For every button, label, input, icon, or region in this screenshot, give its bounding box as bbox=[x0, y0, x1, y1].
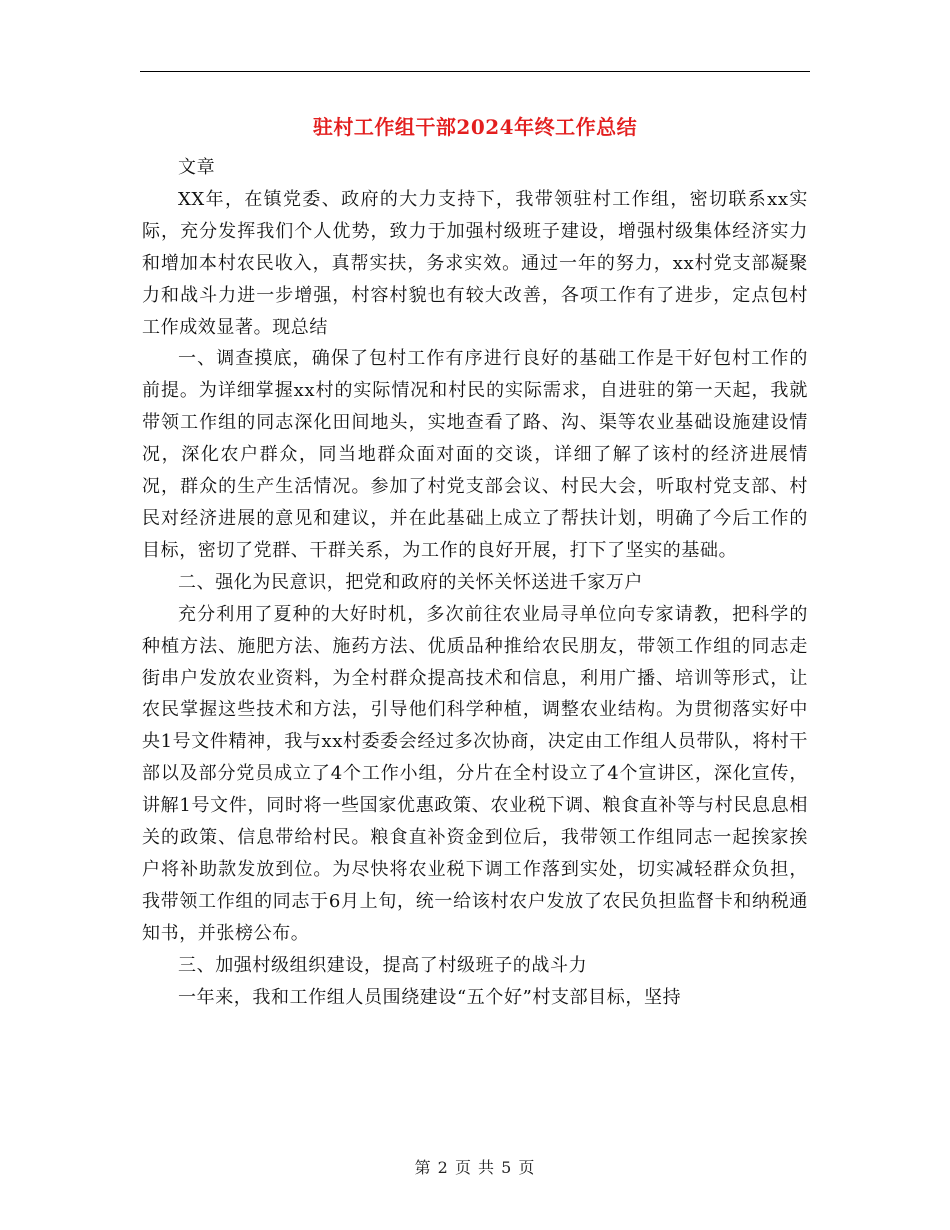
document-title: 驻村工作组干部2024年终工作总结 bbox=[312, 115, 638, 139]
section-heading-2: 二、强化为民意识，把党和政府的关怀关怀送进千家万户 bbox=[178, 571, 643, 593]
page-number: 第 2 页 共 5 页 bbox=[414, 1158, 536, 1177]
paragraph-section-3: 一年来，我和工作组人员围绕建设“五个好”村支部目标，坚持 bbox=[178, 986, 682, 1008]
document-body bbox=[142, 152, 808, 1013]
paragraph-label: 文章 bbox=[178, 157, 216, 178]
paragraph-section-1: 一、调查摸底，确保了包村工作有序进行良好的基础工作是干好包村工作的前提。为详细掌握xx村的实际情况和村民的实际需求，自进驻的第一天起，我就带领工作组的同志深化田间地头，实地查看了路、沟、渠等农业基础设施建设情况，深化农户群众，同当地群众面对面的交谈，详细了解了该村的经济进展情况，群众的生产生活情况。参加了村党支部会议、村民大会，听取村党支部、村民对经济进展的意见和建议，并在此基础上成立了帮扶计划，明确了今后工作的目标，密切了党群、干群关系，为工作的良好开展，打下了坚实的基础。 bbox=[142, 348, 808, 561]
paragraph-intro: XX年，在镇党委、政府的大力支持下，我带领驻村工作组，密切联系xx实际，充分发挥我们个人优势，致力于加强村级班子建设，增强村级集体经济实力和增加本村农民收入，真帮实扶，务求实效。通过一年的努力，xx村党支部凝聚力和战斗力进一步增强，村容村貌也有较大改善，各项工作有了进步，定点包村工作成效显著。现总结 bbox=[142, 188, 808, 338]
paragraph-section-2: 充分利用了夏种的大好时机，多次前往农业局寻单位向专家请教，把科学的种植方法、施肥方法、施药方法、优质品种推给农民朋友，带领工作组的同志走街串户发放农业资料，为全村群众提高技术和信息，利用广播、培训等形式，让农民掌握这些技术和方法，引导他们科学种植，调整农业结构。为贯彻落实好中央1号文件精神，我与xx村委委会经过多次协商，决定由工作组人员带队，将村干部以及部分党员成立了4个工作小组，分片在全村设立了4个宣讲区，深化宣传，讲解1号文件，同时将一些国家优惠政策、农业税下调、粮食直补等与村民息息相关的政策、信息带给村民。粮食直补资金到位后，我带领工作组同志一起挨家挨户将补助款发放到位。为尽快将农业税下调工作落到实处，切实减轻群众负担，我带领工作组的同志于6月上旬，统一给该村农户发放了农民负担监督卡和纳税通知书，并张榜公布。 bbox=[142, 603, 808, 944]
header-rule bbox=[140, 71, 810, 72]
section-heading-3: 三、加强村级组织建设，提高了村级班子的战斗力 bbox=[178, 954, 588, 976]
